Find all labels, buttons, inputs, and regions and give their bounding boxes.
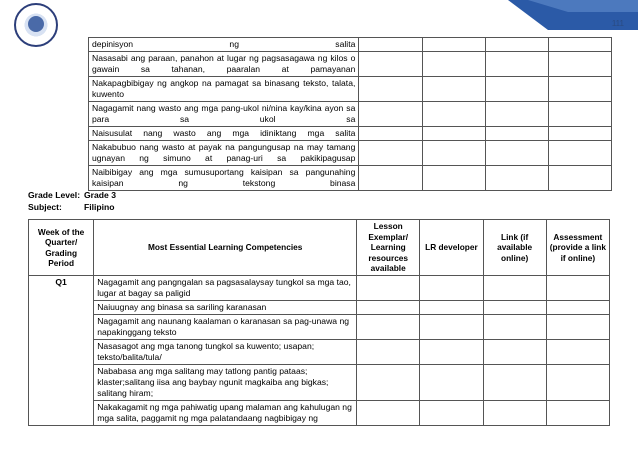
empty-cell: [546, 340, 609, 365]
table-row: [29, 276, 610, 301]
grade-level-line: [28, 190, 116, 200]
competency-cell: Nasasabi ang paraan, panahon at lugar ng pagsasagawa ng kilos o gawain sa tahanan, paaralan at pamayanan: [89, 52, 359, 77]
empty-cell: [546, 401, 609, 426]
empty-cell: [357, 301, 420, 315]
empty-cell: [548, 127, 611, 141]
table-row: [89, 38, 612, 52]
melc-table: [28, 219, 610, 426]
empty-cell: [485, 52, 548, 77]
empty-cell: [422, 102, 485, 127]
empty-cell: [483, 365, 546, 401]
empty-cell: [422, 52, 485, 77]
empty-cell: [483, 340, 546, 365]
table-row: [29, 365, 610, 401]
competency-cell: Nakapagbibigay ng angkop na pamagat sa binasang teksto, talata, kuwento: [89, 77, 359, 102]
table-row: [29, 401, 610, 426]
competency-cell: Nagagamit ang naunang kaalaman o karanasan sa pag-unawa ng napakinggang teksto: [94, 315, 357, 340]
empty-cell: [422, 38, 485, 52]
table-row: [89, 141, 612, 166]
table-row: [29, 315, 610, 340]
quarter-cell: Q1: [29, 276, 94, 426]
empty-cell: [420, 301, 483, 315]
empty-cell: [357, 315, 420, 340]
empty-cell: [546, 365, 609, 401]
empty-cell: [357, 365, 420, 401]
empty-cell: [548, 102, 611, 127]
empty-cell: [483, 301, 546, 315]
header-link: Link (if available online): [483, 220, 546, 276]
empty-cell: [420, 365, 483, 401]
subject-value: Filipino: [84, 202, 115, 212]
competency-cell: Naibibigay ang mga sumusuportang kaisipan sa pangunahing kaisipan ng tekstong binasa: [89, 166, 359, 191]
competency-cell: Naiuugnay ang binasa sa sariling karanasan: [94, 301, 357, 315]
competency-cell: Nakakagamit ng mga pahiwatig upang malaman ang kahulugan ng mga salita, paggamit ng mga palatandaang nagbibigay ng: [94, 401, 357, 426]
competency-cell: Nasasagot ang mga tanong tungkol sa kuwento; usapan; teksto/balita/tula/: [94, 340, 357, 365]
empty-cell: [359, 38, 422, 52]
empty-cell: [357, 401, 420, 426]
grade-level-label: Grade Level:: [28, 190, 81, 200]
empty-cell: [485, 127, 548, 141]
header-competencies: Most Essential Learning Competencies: [94, 220, 357, 276]
subject-line: [28, 202, 115, 212]
header-lr: LR developer: [420, 220, 483, 276]
table-row: [29, 340, 610, 365]
empty-cell: [420, 276, 483, 301]
empty-cell: [359, 127, 422, 141]
header-assessment: Assessment (provide a link if online): [546, 220, 609, 276]
empty-cell: [357, 276, 420, 301]
empty-cell: [359, 102, 422, 127]
grade-level-value: Grade 3: [84, 190, 117, 200]
empty-cell: [359, 52, 422, 77]
page-number: 111: [611, 19, 624, 28]
empty-cell: [422, 127, 485, 141]
empty-cell: [548, 52, 611, 77]
table-row: [29, 301, 610, 315]
empty-cell: [548, 141, 611, 166]
table-row: [89, 127, 612, 141]
table-row: [89, 102, 612, 127]
table-row: [89, 52, 612, 77]
subject-label: Subject:: [28, 202, 62, 212]
competency-cell: Nagagamit ang pangngalan sa pagsasalaysay tungkol sa mga tao, lugar at bagay sa paligid: [94, 276, 357, 301]
empty-cell: [420, 315, 483, 340]
top-competency-table: [88, 37, 612, 191]
table-row: [89, 166, 612, 191]
empty-cell: [483, 315, 546, 340]
empty-cell: [483, 401, 546, 426]
empty-cell: [485, 166, 548, 191]
empty-cell: [422, 141, 485, 166]
competency-cell: depinisyon ng salita: [89, 38, 359, 52]
empty-cell: [546, 301, 609, 315]
empty-cell: [546, 315, 609, 340]
empty-cell: [422, 166, 485, 191]
empty-cell: [483, 276, 546, 301]
deped-seal-icon: [14, 3, 58, 47]
empty-cell: [420, 401, 483, 426]
competency-cell: Nagagamit nang wasto ang mga pang-ukol ni/nina kay/kina ayon sa para sa ukol sa: [89, 102, 359, 127]
competency-cell: Nababasa ang mga salitang may tatlong pantig pataas; klaster;salitang iisa ang baybay ngunit magkaiba ang bigkas; salitang hiram;: [94, 365, 357, 401]
competency-cell: Naisusulat nang wasto ang mga idiniktang mga salita: [89, 127, 359, 141]
empty-cell: [485, 102, 548, 127]
competency-cell: Nakabubuo nang wasto at payak na pangungusap na may tamang ugnayan ng simuno at panag-uri sa pakikipagusap: [89, 141, 359, 166]
empty-cell: [548, 77, 611, 102]
empty-cell: [420, 340, 483, 365]
table-row: [89, 77, 612, 102]
empty-cell: [359, 141, 422, 166]
empty-cell: [546, 276, 609, 301]
empty-cell: [357, 340, 420, 365]
header-lesson: Lesson Exemplar/ Learning resources available: [357, 220, 420, 276]
empty-cell: [359, 77, 422, 102]
empty-cell: [548, 38, 611, 52]
empty-cell: [485, 38, 548, 52]
empty-cell: [548, 166, 611, 191]
empty-cell: [359, 166, 422, 191]
header-week: Week of the Quarter/ Grading Period: [29, 220, 94, 276]
empty-cell: [422, 77, 485, 102]
empty-cell: [485, 77, 548, 102]
empty-cell: [485, 141, 548, 166]
